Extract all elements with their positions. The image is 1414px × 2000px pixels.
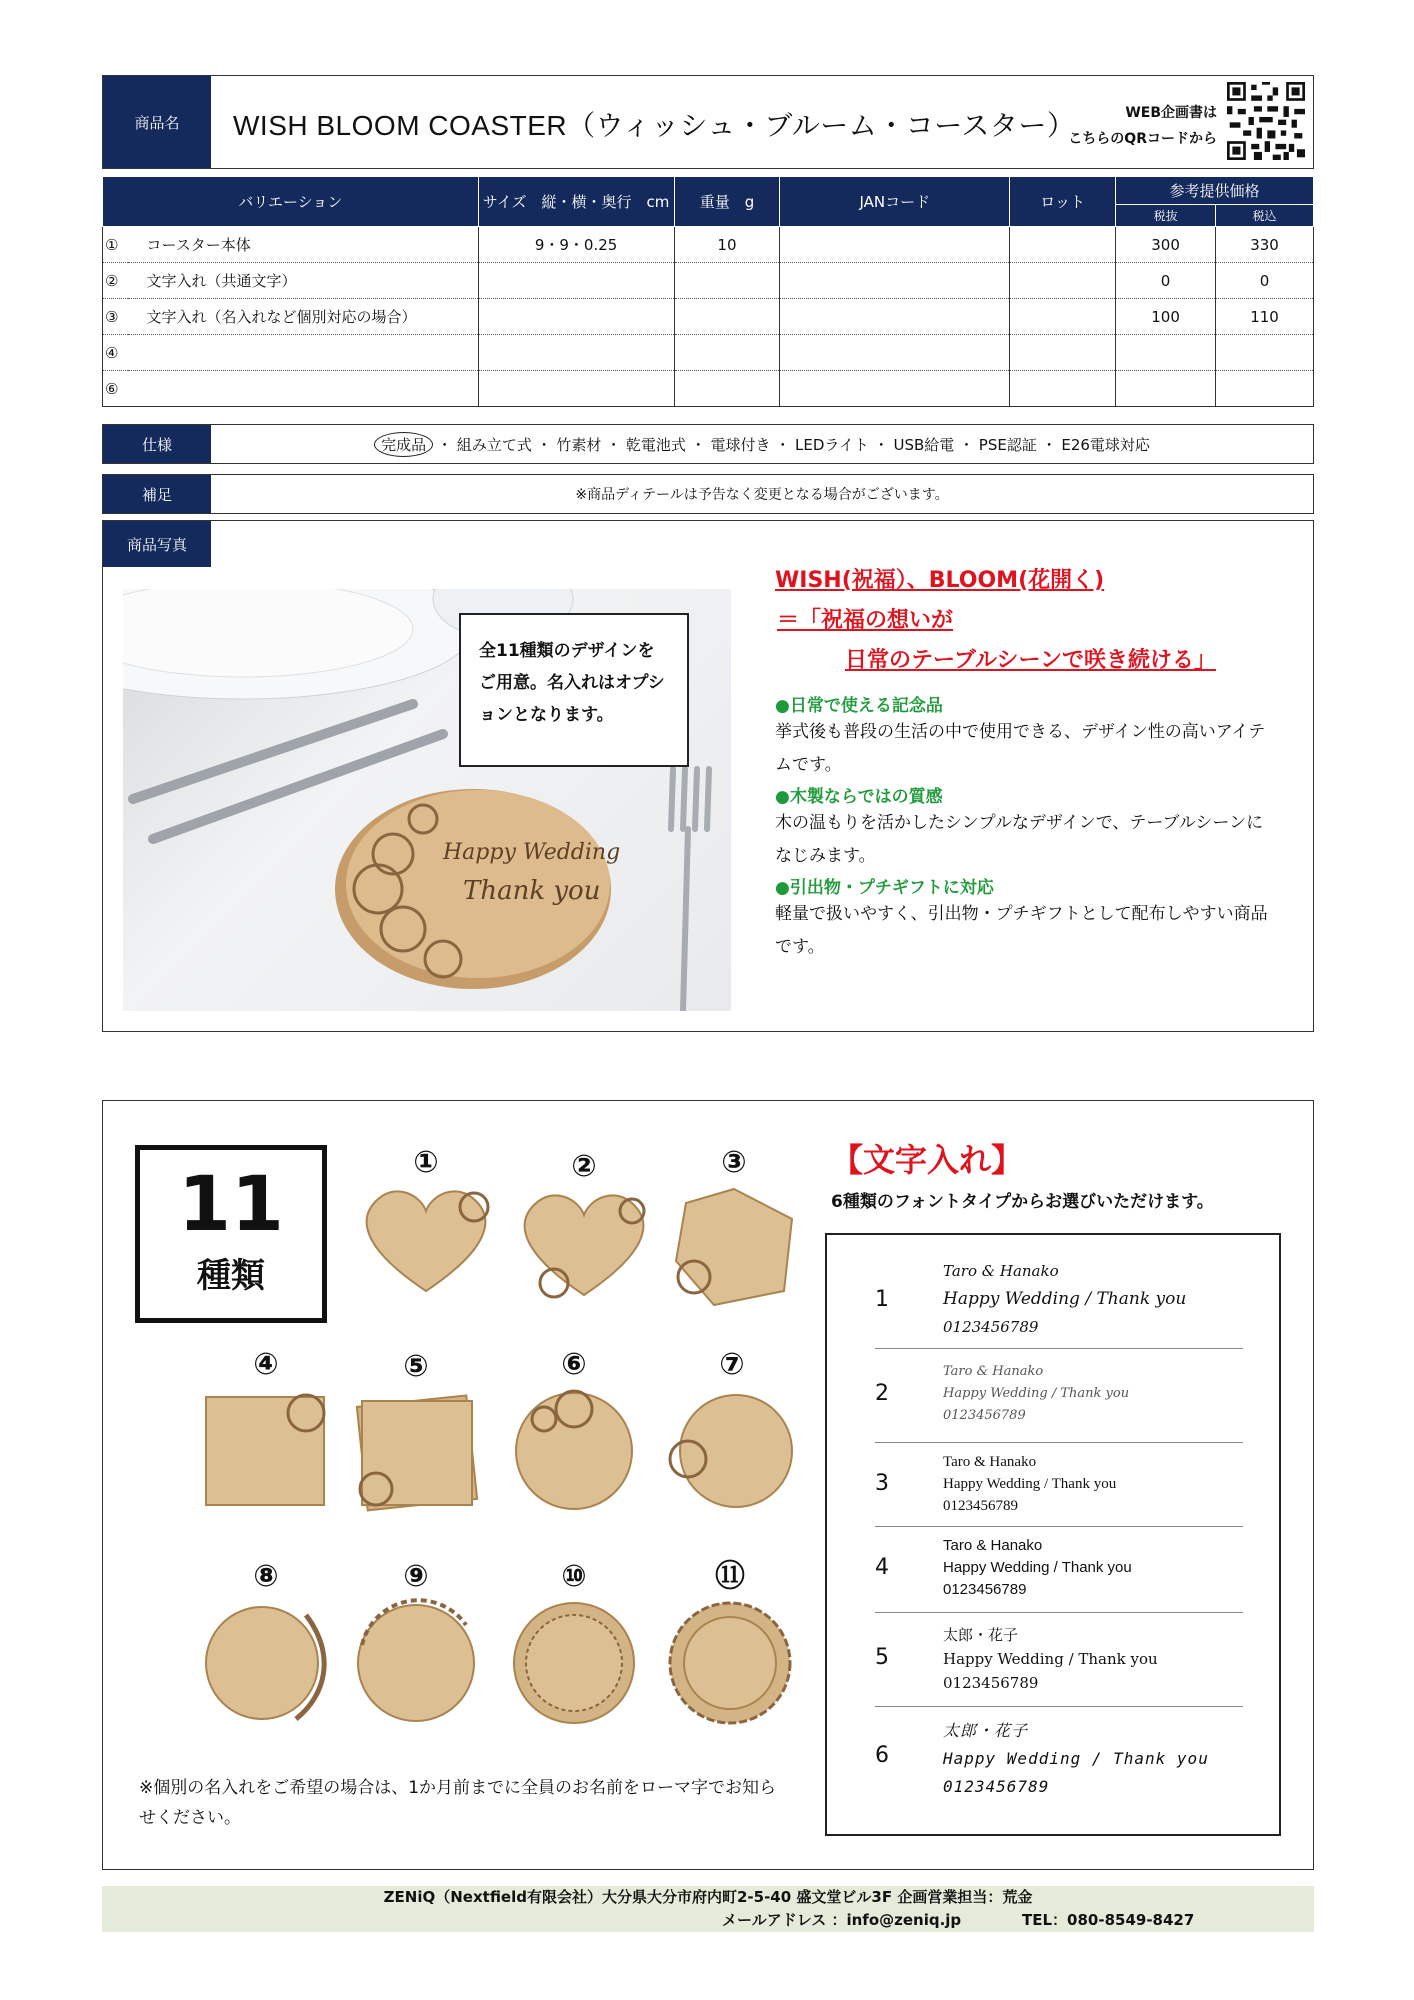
designs-section: [102, 1100, 1314, 1870]
row-price-in: 330: [1216, 227, 1314, 263]
row-weight: [674, 371, 780, 407]
footer-company: ZENiQ（Nextfield有限会社）大分県大分市府内町2-5-40 盛文堂ビル3F 企画営業担当：荒金: [383, 1888, 1033, 1906]
spec-label: 仕様: [103, 425, 211, 463]
col-header-price: 参考提供価格: [1116, 177, 1314, 205]
font-sample-number: 0123456789: [943, 1581, 1027, 1598]
row-variation: 文字入れ（名入れなど個別対応の場合）: [128, 299, 478, 335]
font-section-title: 【文字入れ】: [831, 1141, 1024, 1179]
font-sample-number: 0123456789: [943, 1498, 1018, 1514]
supplement-text: ※商品ディテールは予告なく変更となる場合がございます。: [575, 487, 949, 503]
row-price-in: [1216, 335, 1314, 371]
font-sample-name: 太郎・花子: [943, 1626, 1019, 1644]
row-lot: [1010, 371, 1116, 407]
spec-items: ・ 組み立て式 ・ 竹素材 ・ 乾電池式 ・ 電球付き ・ LEDライト ・ USB給電 ・ PSE認証 ・ E26電球対応: [437, 435, 1150, 454]
row-size: [478, 371, 674, 407]
row-lot: [1010, 335, 1116, 371]
design-number: ⑨: [403, 1559, 429, 1594]
design-number: ②: [571, 1149, 597, 1184]
design-item[interactable]: [351, 1145, 501, 1301]
design-number: ⑧: [253, 1559, 279, 1594]
design-item[interactable]: [499, 1559, 649, 1725]
design-count: 11: [178, 1159, 284, 1248]
row-number: ①: [103, 227, 129, 263]
design-item[interactable]: [499, 1347, 649, 1513]
font-sample-name: Taro & Hanako: [943, 1364, 1044, 1379]
row-price-in: 0: [1216, 263, 1314, 299]
row-price-in: [1216, 371, 1314, 407]
font-sample-number: 0123456789: [943, 1408, 1026, 1423]
row-variation: コースター本体: [128, 227, 478, 263]
font-sample: [943, 1623, 1158, 1695]
row-number: ②: [103, 263, 129, 299]
row-size: 9・9・0.25: [478, 227, 674, 263]
font-sample-number: 0123456789: [943, 1674, 1039, 1692]
font-option[interactable]: [875, 1613, 1243, 1707]
font-sample-name: 太郎・花子: [943, 1721, 1029, 1740]
font-number: 1: [875, 1287, 889, 1312]
product-header: [102, 75, 1314, 169]
footer: [102, 1886, 1314, 1932]
square-coaster-icon: [196, 1383, 336, 1513]
design-number: ⑦: [719, 1347, 745, 1382]
spec-table: [102, 176, 1314, 407]
design-item[interactable]: [655, 1559, 805, 1725]
row-weight: [674, 263, 780, 299]
font-sample: [943, 1717, 1209, 1801]
point2-title: ●木製ならではの質感: [775, 787, 943, 807]
point2-text: 木の温もりを活かしたシンプルなデザインで、テーブルシーンになじみます。: [775, 813, 1264, 866]
design-note: ※個別の名入れをご希望の場合は、1か月前までに全員のお名前をローマ字でお知らせください。: [139, 1778, 777, 1828]
headline-2: ＝「祝福の想いが: [777, 608, 954, 633]
row-weight: [674, 335, 780, 371]
row-price-ex: 100: [1116, 299, 1216, 335]
font-sample-message: Happy Wedding / Thank you: [943, 1650, 1158, 1668]
font-sample-message: Happy Wedding / Thank you: [943, 1559, 1132, 1576]
design-number: ⑤: [403, 1349, 429, 1384]
font-sample-message: Happy Wedding / Thank you: [943, 1386, 1130, 1401]
row-size: [478, 299, 674, 335]
font-number: 5: [875, 1645, 889, 1670]
table-row: [103, 299, 1314, 335]
row-size: [478, 335, 674, 371]
col-header-lot: ロット: [1010, 177, 1116, 227]
product-name-label: 商品名: [103, 76, 211, 168]
design-count-unit: 種類: [197, 1256, 265, 1296]
table-row: [103, 227, 1314, 263]
col-header-weight: 重量 g: [674, 177, 780, 227]
spec-content: [211, 425, 1313, 463]
point3-title: ●引出物・プチギフトに対応: [775, 878, 994, 898]
supplement-strip: [102, 474, 1314, 514]
col-header-variation: バリエーション: [103, 177, 479, 227]
row-price-ex: 0: [1116, 263, 1216, 299]
photo-description: [775, 561, 1275, 964]
row-lot: [1010, 227, 1116, 263]
table-row: [103, 263, 1314, 299]
design-item[interactable]: [509, 1149, 659, 1305]
footer-tel[interactable]: TEL：080-8549-8427: [1022, 1911, 1195, 1929]
round-rose-coaster-icon: [662, 1383, 802, 1513]
col-header-price-ex: 税抜: [1116, 205, 1216, 227]
round-leaf-coaster-icon: [346, 1595, 486, 1725]
font-section-subtitle: 6種類のフォントタイプからお選びいただけます。: [831, 1192, 1214, 1212]
font-number: 6: [875, 1743, 889, 1768]
row-lot: [1010, 299, 1116, 335]
font-sample-name: Taro & Hanako: [943, 1454, 1037, 1470]
design-number: ③: [721, 1145, 747, 1180]
product-photo: [123, 589, 731, 1011]
font-sample-number: 0123456789: [943, 1777, 1050, 1796]
font-sample-message: Happy Wedding / Thank you: [943, 1749, 1209, 1768]
photo-label: 商品写真: [103, 521, 211, 567]
row-number: ③: [103, 299, 129, 335]
product-title: WISH BLOOM COASTER（ウィッシュ・ブルーム・コースター）: [233, 110, 1076, 141]
font-sample: [943, 1451, 1116, 1517]
footer-email[interactable]: メールアドレス ：info@zeniq.jp: [722, 1911, 962, 1929]
design-number: ⑥: [561, 1347, 587, 1382]
design-number: ⑪: [715, 1559, 745, 1594]
design-item[interactable]: [191, 1347, 341, 1513]
round-ornate-coaster-icon: [660, 1595, 800, 1725]
design-item[interactable]: [659, 1145, 809, 1311]
design-item[interactable]: [341, 1349, 491, 1515]
qr-caption-line2: こちらのQRコードから: [1068, 131, 1217, 147]
font-sample-name: Taro & Hanako: [943, 1262, 1059, 1280]
qr-caption-line1: WEB企画書は: [1125, 105, 1217, 121]
row-jan: [780, 371, 1010, 407]
design-count-badge: [135, 1145, 327, 1323]
point1-title: ●日常で使える記念品: [775, 696, 943, 716]
row-price-ex: 300: [1116, 227, 1216, 263]
design-number: ④: [253, 1347, 279, 1382]
font-sample-message: Happy Wedding / Thank you: [943, 1476, 1117, 1492]
font-sample-message: Happy Wedding / Thank you: [943, 1289, 1187, 1309]
font-sample: [943, 1257, 1186, 1341]
font-number: 2: [875, 1381, 889, 1406]
row-lot: [1010, 263, 1116, 299]
point1-text: 挙式後も普段の生活の中で使用できる、デザイン性の高いアイテムです。: [775, 722, 1266, 775]
coaster-text-2: Thank you: [463, 876, 601, 906]
font-number: 3: [875, 1471, 889, 1496]
spec-circled-item: 完成品: [374, 432, 433, 457]
headline-1: WISH(祝福）、BLOOM(花開く): [775, 568, 1105, 593]
row-jan: [780, 299, 1010, 335]
design-item[interactable]: [657, 1347, 807, 1513]
heart-coaster-icon: [514, 1185, 654, 1305]
font-sample: [943, 1361, 1129, 1427]
product-photo-section: [102, 520, 1314, 1032]
hexagon-coaster-icon: [664, 1181, 804, 1311]
design-number: ⑩: [561, 1559, 587, 1594]
row-jan: [780, 335, 1010, 371]
table-row: [103, 335, 1314, 371]
spec-strip: [102, 424, 1314, 464]
font-sample-number: 0123456789: [943, 1318, 1039, 1336]
font-option[interactable]: [875, 1251, 1243, 1349]
row-weight: 10: [674, 227, 780, 263]
row-weight: [674, 299, 780, 335]
table-row: [103, 371, 1314, 407]
photo-callout: 全11種類のデザインをご用意。名入れはオプションとなります。: [459, 613, 689, 767]
col-header-price-in: 税込: [1216, 205, 1314, 227]
row-price-in: 110: [1216, 299, 1314, 335]
col-header-jan: JANコード: [780, 177, 1010, 227]
row-variation: [128, 335, 478, 371]
row-size: [478, 263, 674, 299]
font-sample: [943, 1535, 1132, 1601]
row-price-ex: [1116, 371, 1216, 407]
round-feather-coaster-icon: [196, 1595, 336, 1725]
row-number: ⑥: [103, 371, 129, 407]
design-item[interactable]: [341, 1559, 491, 1725]
coaster-text-1: Happy Wedding: [443, 840, 621, 865]
double-square-coaster-icon: [346, 1385, 486, 1515]
headline-3: 日常のテーブルシーンで咲き続ける」: [845, 648, 1217, 673]
supplement-label: 補足: [103, 475, 211, 513]
row-number: ④: [103, 335, 129, 371]
font-option[interactable]: [875, 1349, 1243, 1443]
design-number: ①: [413, 1145, 439, 1180]
round-lace-coaster-icon: [504, 1595, 644, 1725]
design-item[interactable]: [191, 1559, 341, 1725]
qr-code-icon[interactable]: [1227, 82, 1305, 160]
font-option[interactable]: [875, 1707, 1243, 1807]
font-sample-name: Taro & Hanako: [943, 1537, 1043, 1554]
font-option[interactable]: [875, 1443, 1243, 1527]
row-jan: [780, 227, 1010, 263]
font-number: 4: [875, 1555, 889, 1580]
font-list: [825, 1233, 1281, 1836]
heart-coaster-icon: [356, 1181, 496, 1301]
row-variation: 文字入れ（共通文字）: [128, 263, 478, 299]
row-variation: [128, 371, 478, 407]
font-option[interactable]: [875, 1527, 1243, 1613]
row-jan: [780, 263, 1010, 299]
round-floral-coaster-icon: [504, 1383, 644, 1513]
row-price-ex: [1116, 335, 1216, 371]
col-header-size: サイズ 縦・横・奥行 cm: [478, 177, 674, 227]
qr-caption: [1068, 100, 1217, 152]
point3-text: 軽量で扱いやすく、引出物・プチギフトとして配布しやすい商品です。: [775, 904, 1268, 957]
